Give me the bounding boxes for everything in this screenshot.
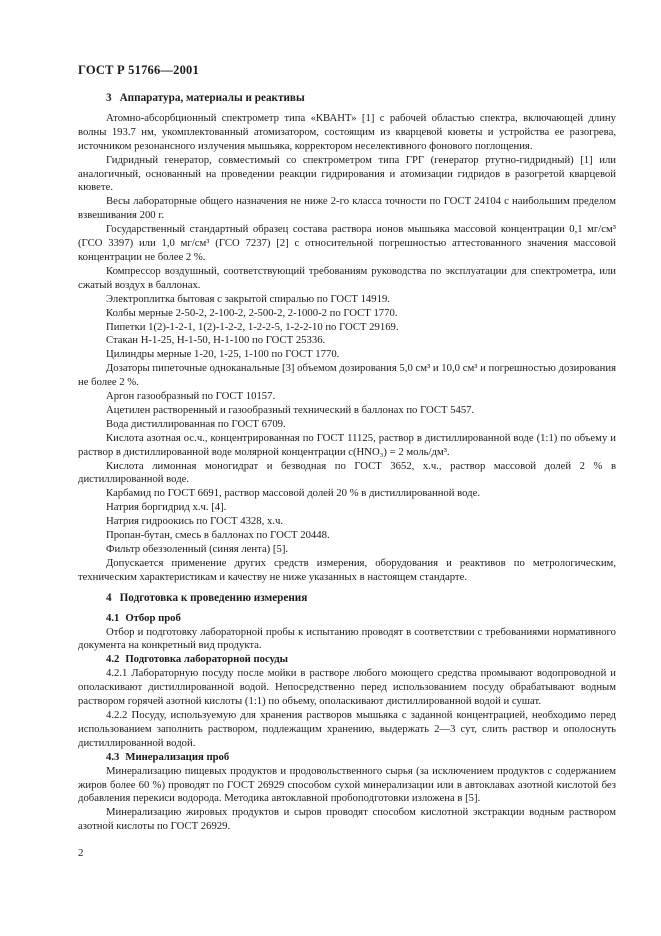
paragraph: Допускается применение других средств измерения, оборудования и реактивов по метрологическим, техническим характеристикам и качеству не ниже указанных в настоящем стандарте. <box>78 556 616 583</box>
paragraph: Пипетки 1(2)-1-2-1, 1(2)-1-2-2, 1-2-2-5, 1-2-2-10 по ГОСТ 29169. <box>106 320 399 333</box>
paragraph: Кислота лимонная моногидрат и безводная по ГОСТ 3652, х.ч., раствор массовой долей 2 % в дистиллированной воде. <box>78 459 616 486</box>
section-title: Подготовка к проведению измерения <box>119 591 308 604</box>
section-3-paragraphs <box>78 112 616 585</box>
paragraph: Отбор и подготовку лабораторной пробы к испытанию проводят в соответствии с требованиями нормативного документа на конкретный вид продукта. <box>78 625 616 652</box>
subsection-4-2-heading <box>78 653 616 667</box>
paragraph: Цилиндры мерные 1-20, 1-25, 1-100 по ГОСТ 1770. <box>106 348 340 361</box>
subsection-number: 4.1 <box>106 611 120 624</box>
paragraph: Гидридный генератор, совместимый со спектрометром типа ГРГ (генератор ртутно-гидридный) [1] или аналогичный, основанный на проведении реакции гидрирования и атомизации гидридов в разогретой кварцевой кювете. <box>78 153 616 194</box>
subsection-4-3-heading <box>78 751 616 765</box>
paragraph: Минерализацию жировых продуктов и сыров проводят способом кислотной экстракции водным раствором азотной кислоты по ГОСТ 26929. <box>78 806 616 833</box>
section-number: 3 <box>106 92 112 104</box>
paragraph: Пропан-бутан, смесь в баллонах по ГОСТ 20448. <box>106 529 330 542</box>
paragraph: Атомно-абсорбционный спектрометр типа «КВАНТ» [1] с рабочей областью спектра, включающей длину волны 193.7 нм, укомплектованный атомизатором, состоящим из кварцевой кюветы и устройства ее разогрева, источником резонансного излучения мышьяка, корректором неселективного фонового поглощения. <box>78 111 616 152</box>
paragraph: Весы лабораторные общего назначения не ниже 2-го класса точности по ГОСТ 24104 с наибольшим пределом взвешивания 200 г. <box>78 195 616 222</box>
paragraph: Натрия боргидрид х.ч. [4]. <box>106 501 227 514</box>
page-number: 2 <box>78 847 84 859</box>
paragraph: Колбы мерные 2-50-2, 2-100-2, 2-500-2, 2-1000-2 по ГОСТ 1770. <box>106 306 398 319</box>
paragraph: Минерализацию пищевых продуктов и продовольственного сырья (за исключением продуктов с содержанием жиров более 60 %) проводят по ГОСТ 26929 способом сухой минерализации или в автоклавах азотной кислотой без добавления перекиси водорода. Методика автоклавной пробоподготовки изложена в [5]. <box>78 764 616 805</box>
paragraph: Дозаторы пипеточные одноканальные [3] объемом дозирования 5,0 см³ и 10,0 см³ и погрешностью дозирования не более 2 %. <box>78 362 616 389</box>
section-4-heading <box>78 592 616 606</box>
document-body <box>78 92 616 834</box>
paragraph: Кислота азотная ос.ч., концентрированная по ГОСТ 11125, раствор в дистиллированной воде (1:1) по объему и раствор в дистиллированной воде молярной концентрации c(HNO₃) = 2 моль/дм³. <box>78 431 616 458</box>
paragraph: Вода дистиллированная по ГОСТ 6709. <box>106 417 286 430</box>
subsection-4-1-heading <box>78 612 616 626</box>
paragraph: 4.2.1 Лабораторную посуду после мойки в растворе любого моющего средства промывают водопроводной и ополаскивают дистиллированной водой. Непосредственно перед использованием посуду обрабатывают водным раствором горячей азотной кислоты (1:1) по объему, ополаскивают дистиллированной водой и сушат. <box>78 667 616 708</box>
paragraph: Аргон газообразный по ГОСТ 10157. <box>106 390 276 403</box>
section-3-heading <box>78 92 616 106</box>
document-header: ГОСТ Р 51766—2001 <box>78 63 199 77</box>
subsection-title: Подготовка лабораторной посуды <box>125 653 289 666</box>
paragraph: Государственный стандартный образец состава раствора ионов мышьяка массовой концентрации 0,1 мг/см³ (ГСО 3397) или 1,0 мг/см³ (ГСО 7237) [2] с относительной погрешностью аттестованного значения массовой концентрации не более 2 %. <box>78 223 616 263</box>
paragraph: Фильтр обеззоленный (синяя лента) [5]. <box>106 543 289 555</box>
subsection-title: Отбор проб <box>125 611 181 624</box>
paragraph: Компрессор воздушный, соответствующий требованиям руководства по эксплуатации для спектрометра, или сжатый воздух в баллонах. <box>78 264 616 291</box>
section-title: Аппаратура, материалы и реактивы <box>119 92 305 104</box>
paragraph: Стакан Н-1-25, Н-1-50, Н-1-100 по ГОСТ 25336. <box>106 334 326 347</box>
subsection-number: 4.2 <box>106 653 120 666</box>
paragraph: Ацетилен растворенный и газообразный технический в баллонах по ГОСТ 5457. <box>106 403 475 416</box>
paragraph: Электроплитка бытовая с закрытой спиралью по ГОСТ 14919. <box>106 292 390 305</box>
subsection-title: Минерализация проб <box>125 750 230 763</box>
paragraph: 4.2.2 Посуду, используемую для хранения растворов мышьяка с заданной концентрацией, необходимо перед использованием заполнить раствором, подлежащим хранению, выдержать 2—3 сут, слить раствор и ополоснуть дистиллированной водой. <box>78 708 616 749</box>
paragraph: Натрия гидроокись по ГОСТ 4328, х.ч. <box>106 515 284 528</box>
subsection-number: 4.3 <box>106 750 120 763</box>
section-number: 4 <box>106 591 112 604</box>
paragraph: Карбамид по ГОСТ 6691, раствор массовой долей 20 % в дистиллированной воде. <box>106 487 481 500</box>
